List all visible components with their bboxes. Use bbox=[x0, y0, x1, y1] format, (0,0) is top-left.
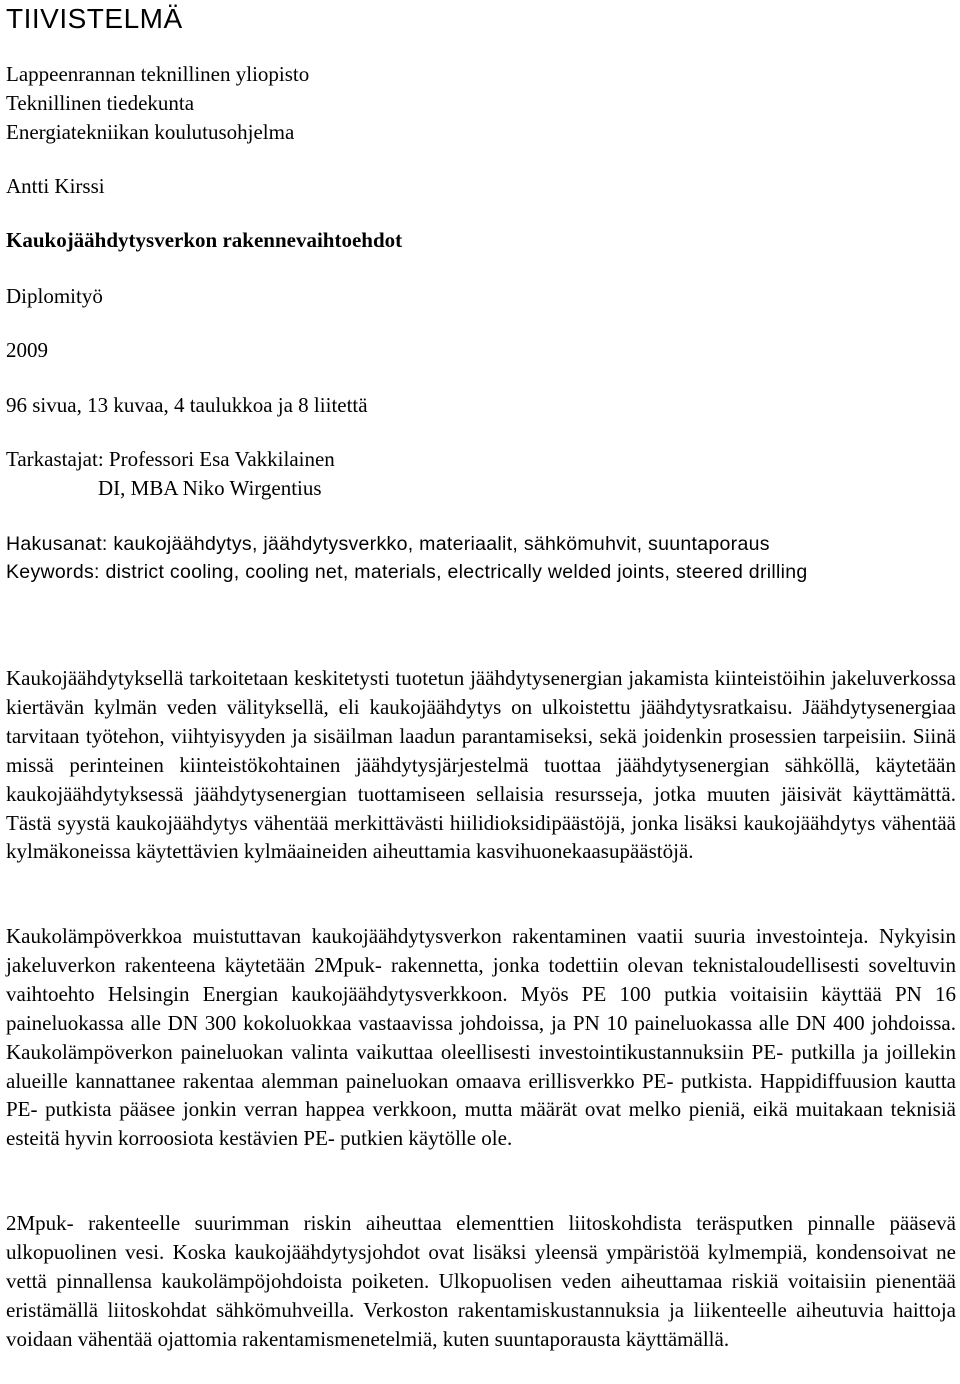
university: Lappeenrannan teknillinen yliopisto bbox=[6, 62, 310, 86]
examiners-line-1: Tarkastajat: Professori Esa Vakkilainen bbox=[6, 447, 335, 471]
english-keywords: Keywords: district cooling, cooling net, materials, electrically welded joints, steered drilling bbox=[6, 561, 808, 583]
abstract-paragraph-1: Kaukojäähdytyksellä tarkoitetaan keskitetysti tuotetun jäähdytysenergian jakamista kiinteistöihin jakeluverkossa kiertävän kylmän veden välityksellä, eli kaukojäähdytys on ulkoistettu jäähdytysratkaisu. Jäähdytysenergiaa tarvitaan työtehon, viihtyisyyden ja sisäilman laadun parantamiseksi, sekä joidenkin prosessien tarpeisiin. Siinä missä perinteinen kiinteistökohtainen jäähdytysjärjestelmä tuottaa jäähdytysenergian sähköllä, käytetään kaukojäähdytyksessä jäähdytysenergian tuottamiseen sellaisia resursseja, jotka muuten jäisivät käyttämättä. Tästä syystä kaukojäähdytys vähentää merkittävästi hiilidioksidipäästöjä, jonka lisäksi kaukojäähdytys vähentää kylmäkoneissa käytettävien kylmäaineiden aiheuttamia kasvihuonekaasupäästöjä. bbox=[6, 666, 956, 864]
page-title: TIIVISTELMÄ bbox=[6, 3, 183, 34]
abstract-paragraph-2: Kaukolämpöverkkoa muistuttavan kaukojäähdytysverkon rakentaminen vaatii suuria investointeja. Nykyisin jakeluverkon rakenteena käytetään 2Mpuk- rakennetta, jonka todettiin olevan teknistaloudellisesti soveltuvin vaihtoehto Helsingin Energian kaukojäähdytysverkkoon. Myös PE 100 putkia voitaisiin käyttää PN 16 paineluokassa alle DN 300 kokoluokkaa vastaavissa johdoissa, ja PN 10 paineluokassa alle DN 400 johdoissa. Kaukolämpöverkon paineluokan valinta vaikuttaa oleellisesti investointikustannuksiin PE- putkilla ja joillekin alueille kannattanee rakentaa alemman paineluokan omaava erillisverkko PE- putkista. Happidiffuusion kautta PE- putkista pääsee jonkin verran happea verkkoon, mutta määrät ovat melko pieniä, eikä muitakaan teknisiä esteitä hyvin korroosiota kestävien PE- putkien käytölle ole. bbox=[6, 924, 956, 1151]
faculty: Teknillinen tiedekunta bbox=[6, 91, 195, 115]
thesis-type: Diplomityö bbox=[6, 284, 103, 308]
thesis-title: Kaukojäähdytysverkon rakennevaihtoehdot bbox=[6, 228, 403, 252]
abstract-paragraph-3: 2Mpuk- rakenteelle suurimman riskin aiheuttaa elementtien liitoskohdista teräsputken pinnalle pääsevä ulkopuolinen vesi. Koska kaukojäähdytysjohdot ovat lisäksi yleensä ympäristöä kylmempiä, kondensoivat ne vettä pinnallensa kaukolämpöjohdoista poiketen. Ulkopuolisen veden aiheuttamaa riskiä voitaisiin pienentää eristämällä liitoskohdat sähkömuhveilla. Verkoston rakentamiskustannuksia ja liikenteelle aiheutuvia haittoja voidaan vähentää ojattomia rakentamismenetelmiä, kuten suuntaporausta käyttämällä. bbox=[6, 1211, 956, 1351]
thesis-extent: 96 sivua, 13 kuvaa, 4 taulukkoa ja 8 liitettä bbox=[6, 393, 368, 417]
publication-year: 2009 bbox=[6, 338, 48, 362]
author-name: Antti Kirssi bbox=[6, 174, 105, 198]
degree-program: Energiatekniikan koulutusohjelma bbox=[6, 120, 295, 144]
finnish-keywords: Hakusanat: kaukojäähdytys, jäähdytysverkko, materiaalit, sähkömuhvit, suuntaporaus bbox=[6, 533, 770, 555]
examiners-line-2: DI, MBA Niko Wirgentius bbox=[98, 476, 322, 500]
